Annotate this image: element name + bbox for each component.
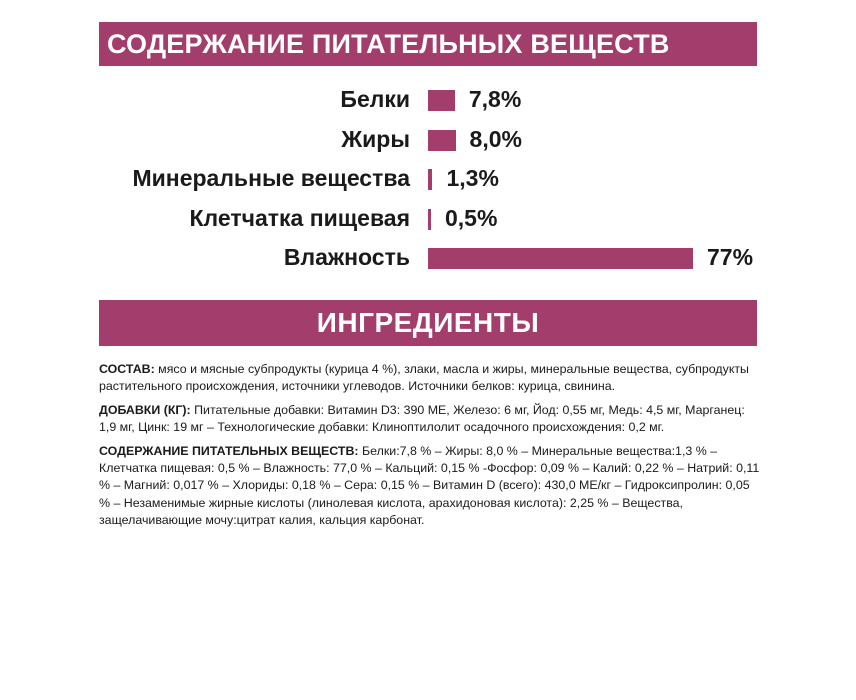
bar-fiber	[428, 209, 431, 230]
category-label: Клетчатка пищевая	[189, 205, 410, 231]
nutrients-label: СОДЕРЖАНИЕ ПИТАТЕЛЬНЫХ ВЕЩЕСТВ:	[99, 443, 359, 458]
nutrient-bar-chart	[0, 84, 856, 284]
category-label: Минеральные вещества	[132, 165, 410, 191]
value-label: 0,5%	[445, 205, 498, 231]
additives-paragraph	[99, 402, 761, 437]
additives-label: ДОБАВКИ (КГ):	[99, 402, 191, 417]
bar-fat	[428, 130, 456, 151]
category-label: Влажность	[283, 244, 410, 270]
ingredients-text-block	[99, 361, 761, 536]
value-label: 7,8%	[468, 86, 522, 112]
composition-paragraph	[99, 361, 761, 396]
additives-text: Питательные добавки: Витамин D3: 390 МЕ, Железо: 6 мг, Йод: 0,55 мг, Медь: 4,5 мг, Марганец: 1,9 мг, Цинк: 19 мг – Технологические добавки: Клиноптилолит осадочного происхождения: 0,2 мг.	[99, 402, 745, 435]
chart-row-fiber	[0, 203, 856, 233]
bar-minerals	[428, 169, 432, 190]
category-label: Жиры	[341, 126, 410, 152]
bar-moisture	[428, 248, 693, 269]
composition-text: мясо и мясные субпродукты (курица 4 %), злаки, масла и жиры, минеральные вещества, субпродукты растительного происхождения, источники углеводов. Источники белков: курица, свинина.	[99, 362, 749, 394]
nutrients-title-banner	[99, 22, 757, 66]
category-label: Белки	[340, 86, 410, 112]
ingredients-title: ИНГРЕДИЕНТЫ	[316, 307, 540, 338]
bar-protein	[428, 90, 455, 111]
chart-row-moisture	[0, 242, 856, 272]
value-label: 1,3%	[446, 165, 499, 191]
nutrients-paragraph	[99, 443, 761, 530]
value-label: 8,0%	[469, 126, 522, 152]
nutrients-title: СОДЕРЖАНИЕ ПИТАТЕЛЬНЫХ ВЕЩЕСТВ	[107, 28, 670, 59]
ingredients-title-banner	[99, 300, 757, 346]
chart-row-protein	[0, 84, 856, 114]
chart-row-fat	[0, 124, 856, 154]
nutrients-text: Белки:7,8 % – Жиры: 8,0 % – Минеральные вещества:1,3 % – Клетчатка пищевая: 0,5 % – Влажность: 77,0 % – Кальций: 0,15 % -Фосфор: 0,09 % – Калий: 0,22 % – Натрий: 0,11 % – Магний: 0,017 % – Хлориды: 0,18 % – Сера: 0,15 % – Витамин D (всего): 430,0 МЕ/кг – Гидроксипролин: 0,05 % – Незаменимые жирные кислоты (линолевая кислота, арахидоновая кислота): 2,25 % – Вещества, защелачивающие мочу:цитрат калия, кальция карбонат.	[99, 443, 760, 528]
value-label: 77%	[707, 244, 754, 270]
chart-row-minerals	[0, 163, 856, 193]
composition-label: СОСТАВ:	[99, 362, 155, 376]
